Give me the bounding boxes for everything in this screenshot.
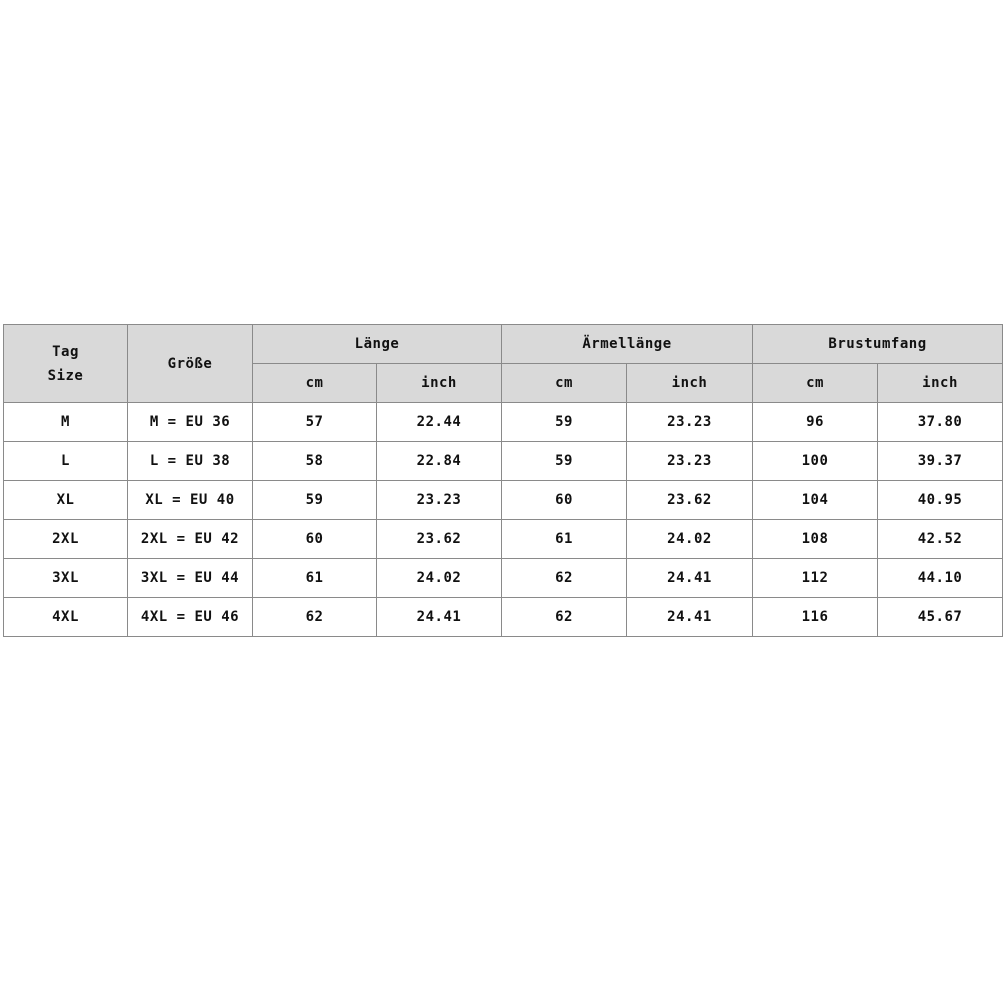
- header-size-label: Size: [47, 367, 84, 384]
- cell-brust-cm: 104: [753, 481, 878, 520]
- table-row: [4, 481, 1003, 520]
- cell-brust-cm: 96: [753, 403, 878, 442]
- cell-aermel-cm: 62: [502, 598, 627, 637]
- cell-aermel-inch: 23.62: [627, 481, 753, 520]
- header-aermel-cm: cm: [502, 364, 627, 403]
- cell-laenge-cm: 58: [253, 442, 377, 481]
- cell-aermel-cm: 62: [502, 559, 627, 598]
- cell-groesse: 2XL = EU 42: [128, 520, 253, 559]
- cell-laenge-inch: 22.44: [377, 403, 502, 442]
- header-laenge-inch: inch: [377, 364, 502, 403]
- size-chart-table: [3, 324, 1003, 637]
- cell-laenge-cm: 62: [253, 598, 377, 637]
- header-aermellaenge: Ärmellänge: [502, 325, 753, 364]
- cell-groesse: 3XL = EU 44: [128, 559, 253, 598]
- cell-aermel-inch: 24.41: [627, 598, 753, 637]
- cell-brust-inch: 40.95: [878, 481, 1003, 520]
- cell-aermel-cm: 59: [502, 442, 627, 481]
- cell-groesse: XL = EU 40: [128, 481, 253, 520]
- cell-tag: XL: [4, 481, 128, 520]
- cell-laenge-cm: 60: [253, 520, 377, 559]
- cell-aermel-inch: 23.23: [627, 403, 753, 442]
- cell-laenge-inch: 24.02: [377, 559, 502, 598]
- cell-brust-cm: 100: [753, 442, 878, 481]
- cell-laenge-cm: 57: [253, 403, 377, 442]
- cell-tag: 2XL: [4, 520, 128, 559]
- cell-aermel-inch: 24.02: [627, 520, 753, 559]
- cell-brust-inch: 44.10: [878, 559, 1003, 598]
- cell-brust-cm: 116: [753, 598, 878, 637]
- header-aermel-inch: inch: [627, 364, 753, 403]
- header-laenge-cm: cm: [253, 364, 377, 403]
- table-row: [4, 598, 1003, 637]
- table-row: [4, 559, 1003, 598]
- cell-brust-inch: 45.67: [878, 598, 1003, 637]
- cell-brust-inch: 37.80: [878, 403, 1003, 442]
- cell-laenge-inch: 23.62: [377, 520, 502, 559]
- cell-brust-inch: 42.52: [878, 520, 1003, 559]
- cell-groesse: M = EU 36: [128, 403, 253, 442]
- header-tag-size: [4, 325, 128, 403]
- cell-groesse: 4XL = EU 46: [128, 598, 253, 637]
- header-laenge: Länge: [253, 325, 502, 364]
- cell-groesse: L = EU 38: [128, 442, 253, 481]
- header-groesse: Größe: [128, 325, 253, 403]
- cell-aermel-cm: 60: [502, 481, 627, 520]
- cell-laenge-cm: 59: [253, 481, 377, 520]
- cell-laenge-inch: 24.41: [377, 598, 502, 637]
- header-brustumfang: Brustumfang: [753, 325, 1003, 364]
- header-brust-inch: inch: [878, 364, 1003, 403]
- table-row: [4, 520, 1003, 559]
- cell-brust-inch: 39.37: [878, 442, 1003, 481]
- cell-brust-cm: 112: [753, 559, 878, 598]
- header-brust-cm: cm: [753, 364, 878, 403]
- cell-laenge-inch: 23.23: [377, 481, 502, 520]
- cell-aermel-cm: 59: [502, 403, 627, 442]
- table-row: [4, 403, 1003, 442]
- header-row-main: [4, 325, 1003, 364]
- cell-brust-cm: 108: [753, 520, 878, 559]
- cell-aermel-inch: 24.41: [627, 559, 753, 598]
- cell-tag: L: [4, 442, 128, 481]
- cell-tag: M: [4, 403, 128, 442]
- cell-tag: 3XL: [4, 559, 128, 598]
- cell-aermel-cm: 61: [502, 520, 627, 559]
- cell-laenge-cm: 61: [253, 559, 377, 598]
- cell-aermel-inch: 23.23: [627, 442, 753, 481]
- cell-tag: 4XL: [4, 598, 128, 637]
- cell-laenge-inch: 22.84: [377, 442, 502, 481]
- header-tag-label: Tag: [52, 343, 79, 360]
- table-row: [4, 442, 1003, 481]
